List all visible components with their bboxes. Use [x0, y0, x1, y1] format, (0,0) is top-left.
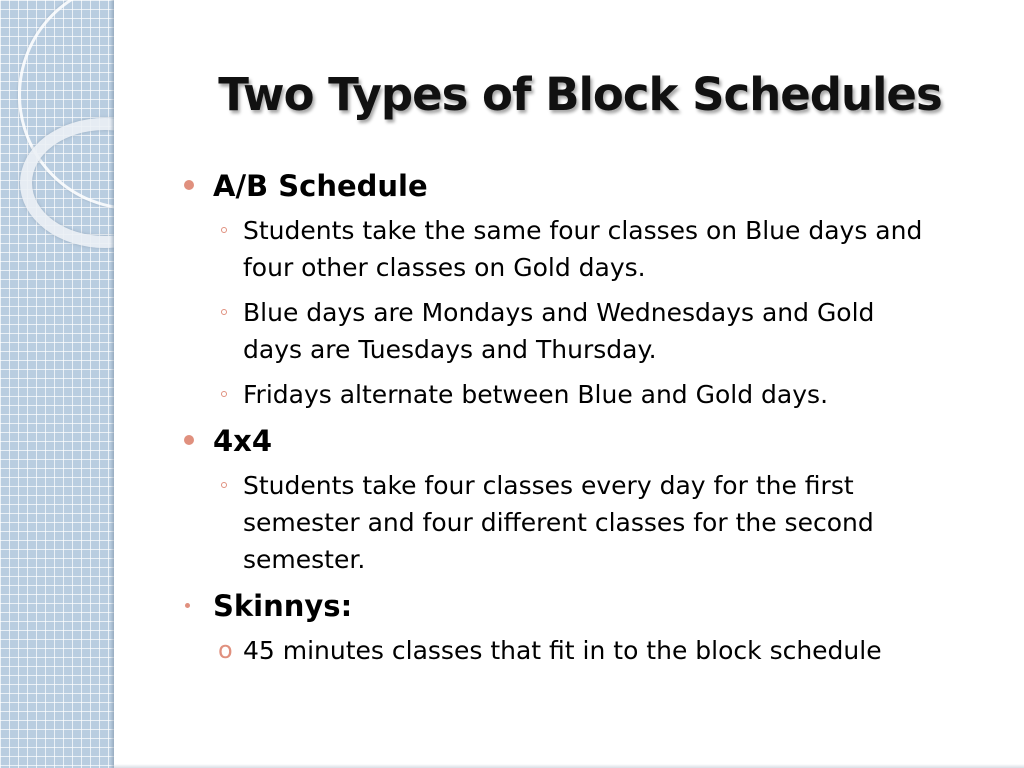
sub-bullet-line: Students take the same four classes on Blue days and — [243, 216, 923, 245]
bullet-item-skinnys — [180, 586, 1000, 626]
sub-bullet-line: Students take four classes every day for the first — [243, 471, 854, 500]
ring-bullet-icon — [221, 227, 227, 233]
bullet-dot-icon — [184, 435, 194, 445]
sub-bullet-line: days are Tuesdays and Thursday. — [243, 335, 657, 364]
panel-edge-shade — [110, 0, 114, 768]
sub-bullet-line: semester and four different classes for the second — [243, 508, 874, 537]
sub-bullet-line: Fridays alternate between Blue and Gold days. — [243, 380, 829, 409]
sub-bullet-item — [180, 212, 1000, 286]
sub-bullet-line: semester. — [243, 545, 366, 574]
sub-bullet-item — [180, 632, 1000, 669]
ring-bullet-icon — [221, 482, 227, 488]
sub-bullet-line: four other classes on Gold days. — [243, 253, 646, 282]
bottom-edge-shade — [114, 764, 1024, 768]
slide-title: Two Types of Block Schedules — [218, 68, 942, 121]
sub-bullet-line: Blue days are Mondays and Wednesdays and Gold — [243, 298, 875, 327]
sub-bullet-item — [180, 376, 1000, 413]
decorative-side-panel — [0, 0, 114, 768]
sub-bullet-line: 45 minutes classes that fit in to the block schedule — [243, 636, 882, 665]
letter-o-bullet-icon: o — [218, 636, 233, 664]
sub-bullet-item — [180, 467, 1000, 578]
ring-bullet-icon — [221, 309, 227, 315]
bullet-dot-icon — [184, 180, 194, 190]
slide-body — [180, 166, 1000, 677]
bullet-dot-icon — [185, 603, 190, 608]
bullet-item-ab-schedule — [180, 166, 1000, 206]
sub-bullet-item — [180, 294, 1000, 368]
bullet-item-label: A/B Schedule — [213, 169, 428, 203]
bullet-item-4x4 — [180, 421, 1000, 461]
ring-bullet-icon — [221, 391, 227, 397]
bullet-item-label: 4x4 — [213, 424, 273, 458]
bullet-item-label: Skinnys: — [213, 589, 353, 623]
